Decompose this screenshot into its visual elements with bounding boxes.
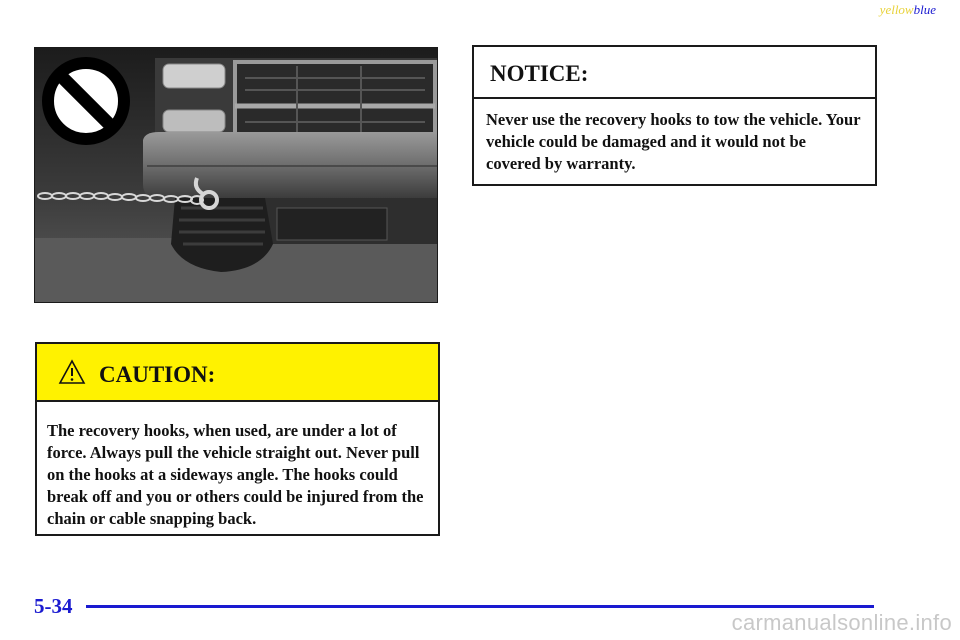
color-tag <box>880 2 936 18</box>
notice-box <box>472 45 877 186</box>
notice-title: NOTICE: <box>490 61 589 86</box>
warning-triangle-icon <box>58 359 86 385</box>
footer-rule <box>86 605 874 608</box>
prohibited-icon <box>41 56 131 146</box>
caution-header <box>37 344 438 402</box>
caution-text: The recovery hooks, when used, are under a lot of force. Always pull the vehicle straight out. Never pull on the hooks at a sideways angle. The hooks could break off and you or others could be injured from the chain or cable snapping back. <box>47 421 424 528</box>
caution-title: CAUTION: <box>99 362 216 387</box>
color-tag-yellow: yellow <box>879 2 914 17</box>
page-number: 5-34 <box>34 594 73 618</box>
notice-text: Never use the recovery hooks to tow the vehicle. Your vehicle could be damaged and it would not be covered by warranty. <box>486 110 861 173</box>
caution-box <box>35 342 440 536</box>
notice-header <box>474 47 875 99</box>
watermark: carmanualsonline.info <box>731 610 952 635</box>
towing-photo <box>34 47 438 303</box>
color-tag-blue: blue <box>913 2 936 17</box>
